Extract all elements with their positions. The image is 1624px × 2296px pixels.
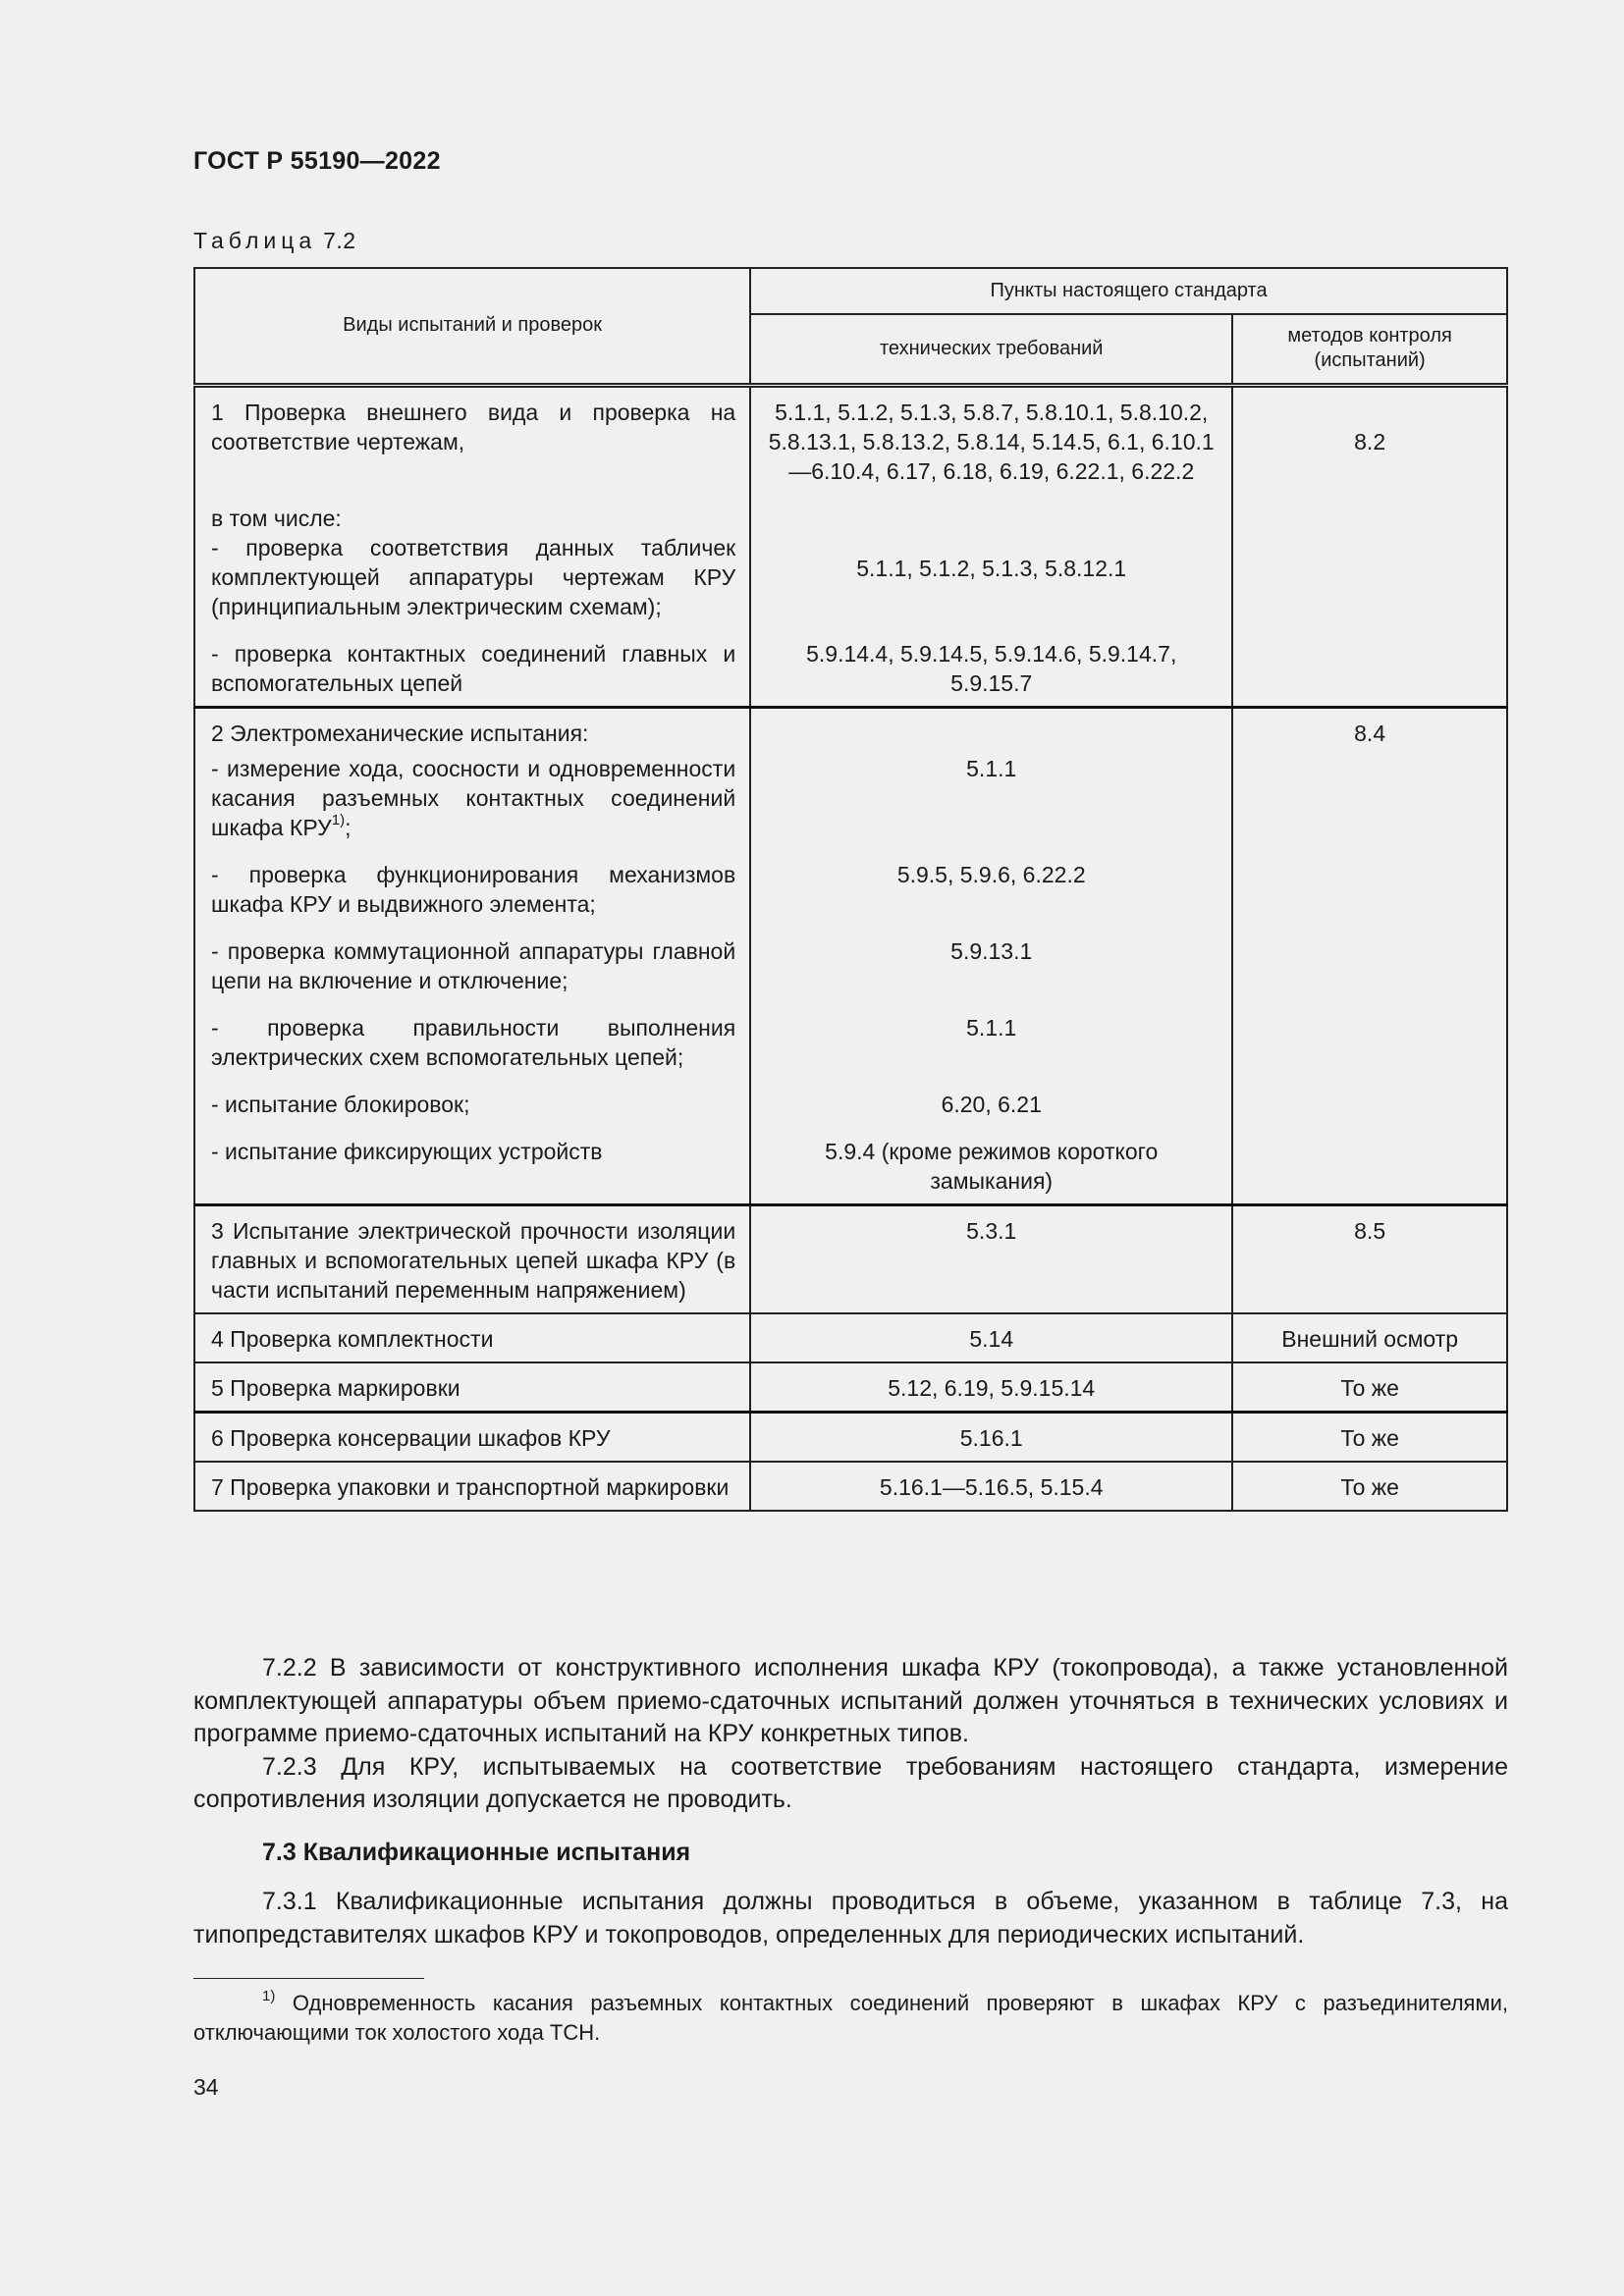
row-2d-method (1232, 995, 1507, 1072)
section-title: 7.3 Квалификационные испытания (262, 1839, 691, 1866)
row-2b-test: - проверка функционирования механизмов шкафа КРУ и выдвижного элемента; (194, 842, 750, 919)
row-1b-test: - проверка контактных соединений главных и вспомогательных цепей (194, 621, 750, 708)
row-1a-prefix: в том числе: (211, 505, 342, 531)
page-number: 34 (193, 2074, 219, 2100)
paragraph-7-3-1: 7.3.1 Квалификационные испытания должны проводиться в объеме, указанном в таблице 7.3, на типопредставителях шкафов КРУ и токопроводов, определенных для периодических испытаний. (193, 1888, 1508, 1949)
table-row (194, 1072, 1507, 1119)
row-5-clauses: 5.12, 6.19, 5.9.15.14 (750, 1362, 1232, 1413)
table-row (194, 842, 1507, 919)
row-2e-test: - испытание блокировок; (194, 1072, 750, 1119)
row-2a-test (194, 748, 750, 842)
body-paragraphs (193, 1652, 1508, 1817)
row-2f-test: - испытание фиксирующих устройств (194, 1119, 750, 1205)
row-7-test: 7 Проверка упаковки и транспортной маркировки (194, 1462, 750, 1511)
row-2c-method (1232, 919, 1507, 995)
table-row (194, 995, 1507, 1072)
row-1a-text: - проверка соответствия данных табличек комплектующей аппаратуры чертежам КРУ (принципиальным электрическим схемам); (211, 534, 736, 619)
row-2a-text: - измерение хода, соосности и одновременности касания разъемных контактных соединений шкафа КРУ (211, 755, 736, 840)
row-1-method: 8.2 (1232, 385, 1507, 486)
table-row (194, 621, 1507, 708)
footnote-mark: 1) (262, 1987, 276, 2004)
row-2-method: 8.4 (1232, 707, 1507, 748)
row-1b-method (1232, 621, 1507, 708)
header-technical-requirements: технических требований (750, 314, 1232, 385)
row-2c-test: - проверка коммутационной аппаратуры главной цепи на включение и отключение; (194, 919, 750, 995)
row-2-clauses (750, 707, 1232, 748)
table-row (194, 1462, 1507, 1511)
row-4-test: 4 Проверка комплектности (194, 1313, 750, 1362)
row-1b-clauses: 5.9.14.4, 5.9.14.5, 5.9.14.6, 5.9.14.7, 5.9.15.7 (750, 621, 1232, 708)
row-3-test: 3 Испытание электрической прочности изоляции главных и вспомогательных цепей шкафа КРУ (в части испытаний переменным напряжением) (194, 1204, 750, 1313)
row-1-clauses: 5.1.1, 5.1.2, 5.1.3, 5.8.7, 5.8.10.1, 5.8.10.2, 5.8.13.1, 5.8.13.2, 5.8.14, 5.14.5, 6.1, 6.10.1—6.10.4, 6.17, 6.18, 6.19, 6.22.1, 6.22.2 (750, 385, 1232, 486)
row-4-clauses: 5.14 (750, 1313, 1232, 1362)
table-row (194, 707, 1507, 748)
row-4-method: Внешний осмотр (1232, 1313, 1507, 1362)
table-row (194, 1412, 1507, 1462)
row-3-method: 8.5 (1232, 1204, 1507, 1313)
header-standard-clauses: Пункты настоящего стандарта (750, 268, 1507, 314)
table-caption-number: 7.2 (323, 228, 356, 253)
row-2b-method (1232, 842, 1507, 919)
document-header: ГОСТ Р 55190—2022 (193, 147, 441, 175)
row-1a-clauses (750, 486, 1232, 621)
row-2e-clauses: 6.20, 6.21 (750, 1072, 1232, 1119)
table-row (194, 748, 1507, 842)
row-7-clauses: 5.16.1—5.16.5, 5.15.4 (750, 1462, 1232, 1511)
row-6-test: 6 Проверка консервации шкафов КРУ (194, 1412, 750, 1462)
row-5-test: 5 Проверка маркировки (194, 1362, 750, 1413)
section-body (193, 1886, 1508, 1951)
table-row (194, 1204, 1507, 1313)
row-1a-method (1232, 486, 1507, 621)
footnote-body: Одновременность касания разъемных контактных соединений проверяют в шкафах КРУ с разъединителями, отключающими ток холостого хода ТСН. (193, 1991, 1508, 2045)
table-row (194, 486, 1507, 621)
footnote (193, 1989, 1508, 2048)
row-2f-clauses: 5.9.4 (кроме режимов короткого замыкания) (750, 1119, 1232, 1205)
header-test-types: Виды испытаний и проверок (194, 268, 750, 385)
row-1a-clauses-text: 5.1.1, 5.1.2, 5.1.3, 5.8.12.1 (856, 555, 1127, 581)
row-2b-clauses: 5.9.5, 5.9.6, 6.22.2 (750, 842, 1232, 919)
footnote-divider (193, 1978, 424, 1979)
table-row (194, 1362, 1507, 1413)
table-caption-word: Таблица (193, 228, 317, 253)
row-6-clauses: 5.16.1 (750, 1412, 1232, 1462)
row-2c-clauses: 5.9.13.1 (750, 919, 1232, 995)
row-6-method: То же (1232, 1412, 1507, 1462)
table-row (194, 385, 1507, 486)
row-3-clauses: 5.3.1 (750, 1204, 1232, 1313)
row-5-method: То же (1232, 1362, 1507, 1413)
row-1-test: 1 Проверка внешнего вида и проверка на соответствие чертежам, (194, 385, 750, 486)
table-row (194, 1119, 1507, 1205)
table-row (194, 919, 1507, 995)
tests-table (193, 267, 1508, 1512)
row-2d-clauses: 5.1.1 (750, 995, 1232, 1072)
footnote-ref: 1) (331, 811, 346, 828)
row-2e-method (1232, 1072, 1507, 1119)
header-control-methods: методов контроля (испытаний) (1232, 314, 1507, 385)
row-2a-clauses: 5.1.1 (750, 748, 1232, 842)
table-row (194, 1313, 1507, 1362)
row-7-method: То же (1232, 1462, 1507, 1511)
row-2-test: 2 Электромеханические испытания: (194, 707, 750, 748)
paragraph-7-2-3: 7.2.3 Для КРУ, испытываемых на соответствие требованиям настоящего стандарта, измерение сопротивления изоляции допускается не проводить. (193, 1752, 1508, 1813)
table-caption (193, 228, 356, 254)
row-2f-method (1232, 1119, 1507, 1205)
footnote-text (193, 1989, 1508, 2048)
paragraph-7-2-2: 7.2.2 В зависимости от конструктивного исполнения шкафа КРУ (токопровода), а также установленной комплектующей аппаратуры объем приемо-сдаточных испытаний должен уточняться в технических условиях и программе приемо-сдаточных испытаний на КРУ конкретных типов. (193, 1654, 1508, 1747)
row-2a-suffix: ; (345, 814, 352, 840)
row-2d-test: - проверка правильности выполнения электрических схем вспомогательных цепей; (194, 995, 750, 1072)
row-2a-method (1232, 748, 1507, 842)
row-1a-test (194, 486, 750, 621)
